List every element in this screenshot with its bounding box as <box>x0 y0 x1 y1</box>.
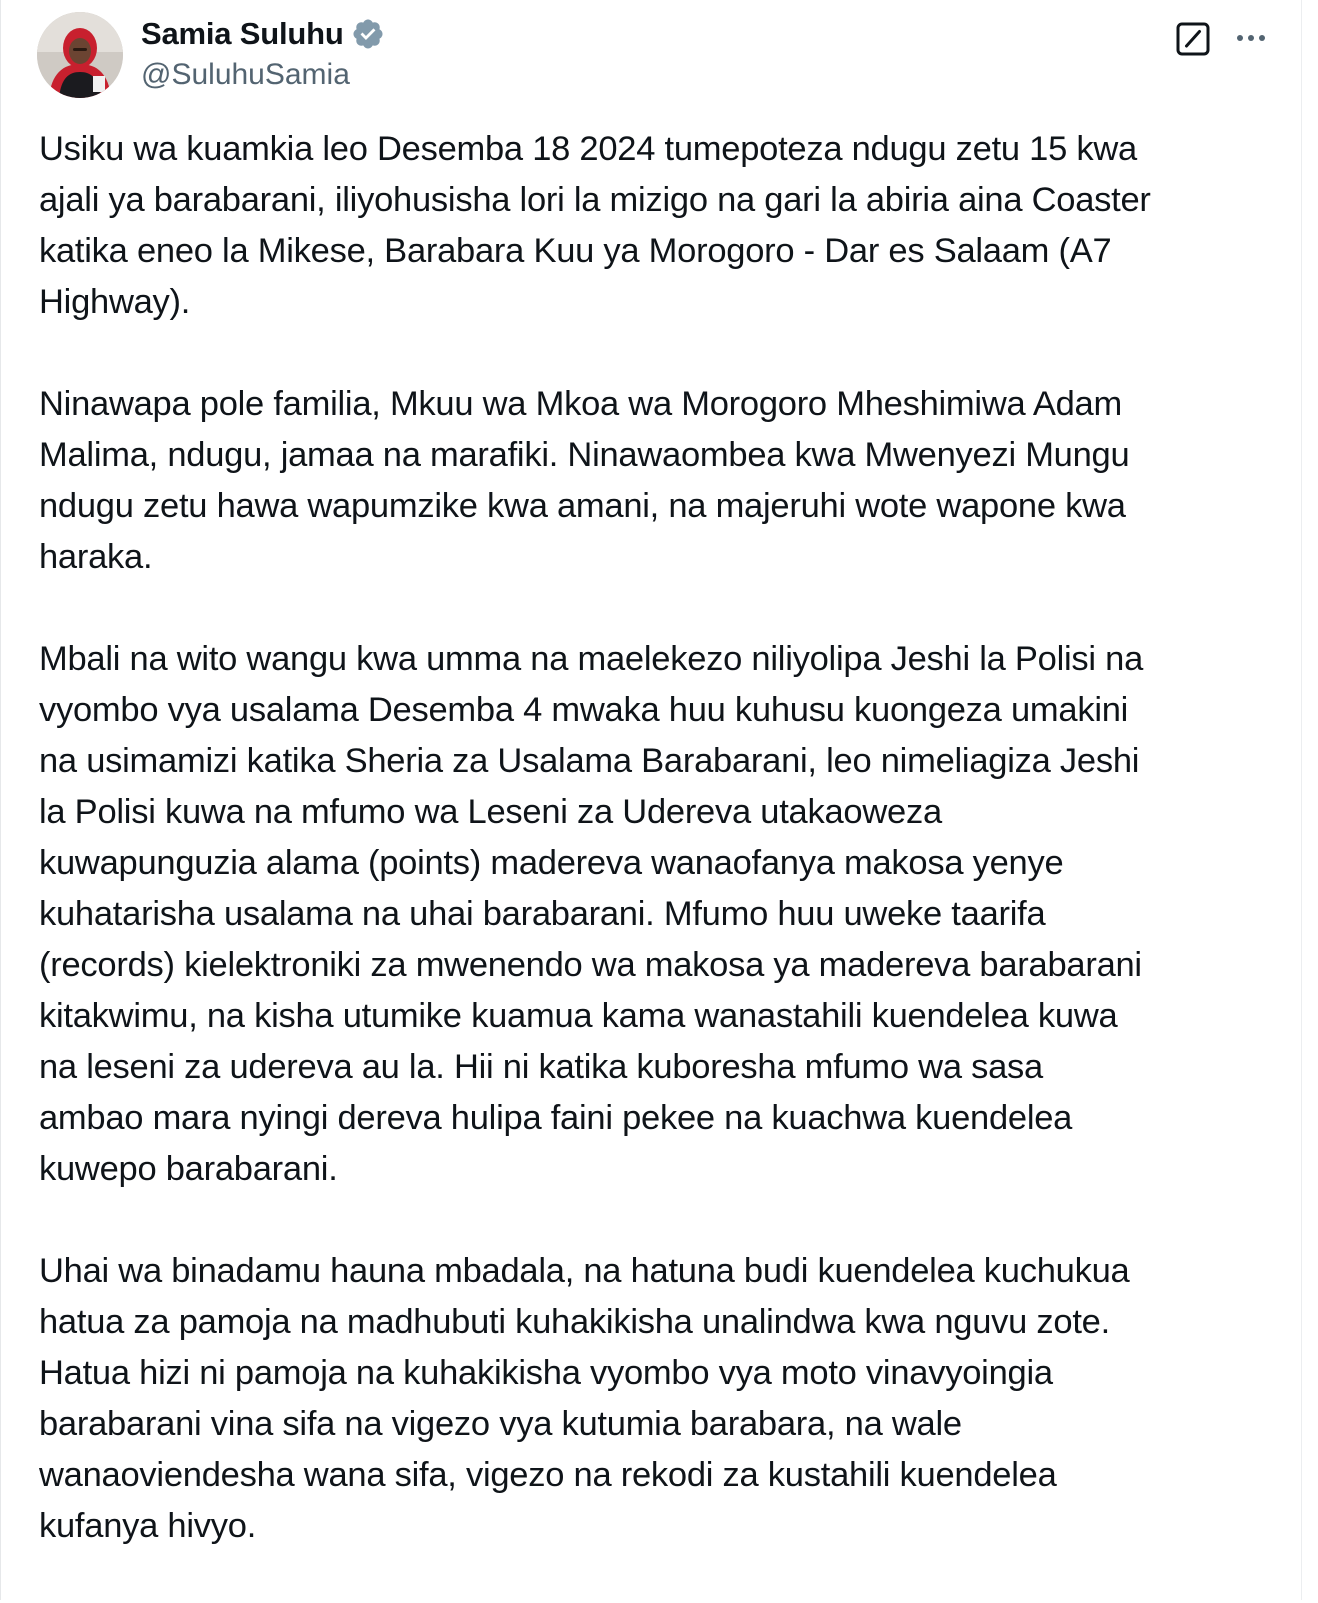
grok-icon[interactable] <box>1174 20 1212 58</box>
handle[interactable]: @SuluhuSamia <box>141 58 350 91</box>
tweet-paragraph: Ninawapa pole familia, Mkuu wa Mkoa wa Morogoro Mheshimiwa Adam Malima, ndugu, jamaa na marafiki. Ninawaombea kwa Mwenyezi Mungu ndugu zetu hawa wapumzike kwa amani, na majeruhi wote wapone kwa haraka. <box>39 385 1130 576</box>
more-options-icon[interactable] <box>1229 18 1273 58</box>
tweet-paragraph: Usiku wa kuamkia leo Desemba 18 2024 tumepoteza ndugu zetu 15 kwa ajali ya barabarani, iliyohusisha lori la mizigo na gari la abiria aina Coaster katika eneo la Mikese, Barabara Kuu ya Morogoro - Dar es Salaam (A7 Highway). <box>39 130 1151 321</box>
tweet-paragraph: Uhai wa binadamu hauna mbadala, na hatuna budi kuendelea kuchukua hatua za pamoja na madhubuti kuhakikisha unalindwa kwa nguvu zote. Hatua hizi ni pamoja na kuhakikisha vyombo vya moto vinavyoingia barabarani vina sifa na vigezo vya kutumia barabara, na wale wanaoviendesha wana sifa, vigezo na rekodi za kustahili kuendelea kufanya hivyo. <box>39 1252 1130 1545</box>
verified-badge-icon <box>351 17 385 51</box>
tweet-text <box>39 124 1289 1603</box>
tweet-header <box>37 12 1277 98</box>
name-row <box>141 14 385 54</box>
display-name[interactable]: Samia Suluhu <box>141 16 344 51</box>
avatar[interactable] <box>37 12 123 98</box>
avatar-image <box>37 12 123 98</box>
tweet-paragraph: Mbali na wito wangu kwa umma na maelekezo niliyolipa Jeshi la Polisi na vyombo vya usalama Desemba 4 mwaka huu kuhusu kuongeza umakini na usimamizi katika Sheria za Usalama Barabarani, leo nimeliagiza Jeshi la Polisi kuwa na mfumo wa Leseni za Udereva utakaoweza kuwapunguzia alama (points) madereva wanaofanya makosa yenye kuhatarisha usalama na uhai barabarani. Mfumo huu uweke taarifa (records) kielektroniki za mwenendo wa makosa ya madereva barabarani kitakwimu, na kisha utumike kuamua kama wanastahili kuendelea kuwa na leseni za udereva au la. Hii ni katika kuboresha mfumo wa sasa ambao mara nyingi dereva hulipa faini pekee na kuachwa kuendelea kuwepo barabarani. <box>39 640 1144 1188</box>
